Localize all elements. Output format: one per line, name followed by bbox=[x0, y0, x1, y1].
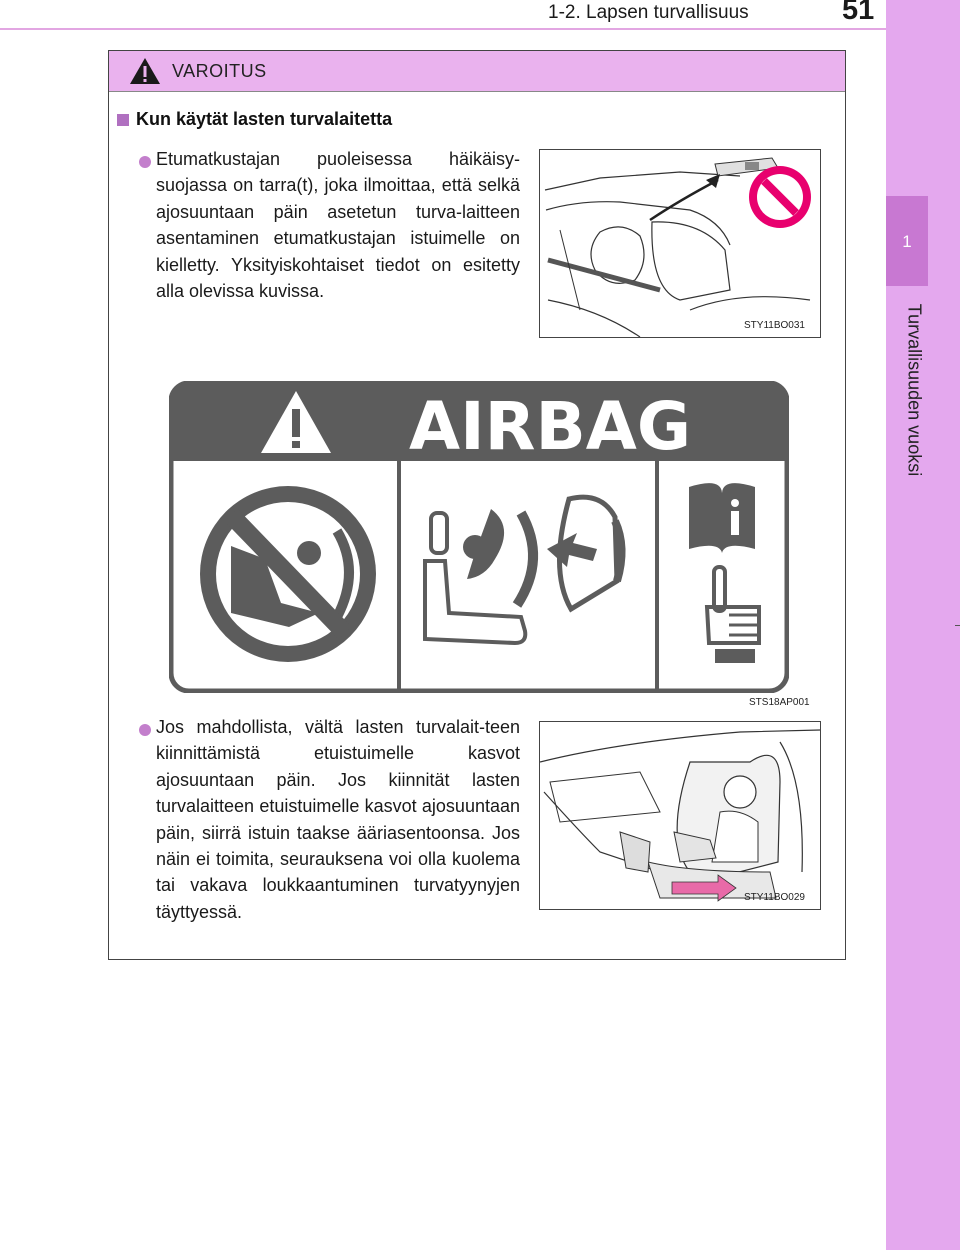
bullet-paragraph-2: Jos mahdollista, vältä lasten turvalait-teen kiinnittämistä etuistuimelle kasvot ajosuuntaan päin. Jos kiinnität lasten turvalaitteen etuistuimelle kasvot ajosuuntaan päin, siirrä istuin taakse ääriasentoonsa. Jos näin ei toimita, seurauksena voi olla kuolema tai vakava loukkaantuminen turvatyynyjen täyttyessä. bbox=[156, 717, 520, 922]
bullet-paragraph-1: Etumatkustajan puoleisessa häikäisy-suojassa on tarra(t), joka ilmoittaa, että selkä ajosuuntaan päin asetetun turva-laitteen asentaminen etumatkustajan istuimelle on kielletty. Yksityiskohtaiset tiedot on esitetty alla olevissa kuvissa. bbox=[156, 149, 520, 302]
child-seat-illustration bbox=[540, 722, 820, 909]
subheading-square-icon bbox=[117, 114, 129, 126]
airbag-label-figure bbox=[169, 381, 789, 693]
child-seat-figure bbox=[539, 721, 821, 910]
bullet-dot-icon bbox=[139, 156, 151, 168]
warning-header bbox=[109, 51, 845, 92]
page-number: 51 bbox=[842, 0, 875, 26]
header-rule bbox=[0, 28, 886, 30]
visor-figure bbox=[539, 149, 821, 338]
airbag-label-text: AIRBAG bbox=[408, 388, 692, 465]
chapter-title: Turvallisuuden vuoksi bbox=[904, 303, 925, 477]
side-tab bbox=[886, 0, 960, 1250]
bullet-dot-icon bbox=[139, 724, 151, 736]
figure-code: STY11BO029 bbox=[744, 892, 805, 903]
figure-code: STY11BO031 bbox=[744, 320, 805, 331]
warning-box bbox=[108, 50, 846, 960]
warning-triangle-icon bbox=[129, 57, 161, 85]
airbag-label-illustration bbox=[169, 381, 789, 693]
no-rear-facing-seat-icon bbox=[200, 486, 376, 662]
side-mark bbox=[955, 625, 960, 626]
read-manual-icon bbox=[689, 483, 755, 553]
section-title: 1-2. Lapsen turvallisuus bbox=[548, 2, 749, 23]
subheading: Kun käytät lasten turvalaitetta bbox=[136, 109, 393, 129]
prohibition-icon bbox=[749, 166, 811, 228]
chapter-number: 1 bbox=[902, 232, 912, 251]
visor-illustration bbox=[540, 150, 820, 337]
warning-label: VAROITUS bbox=[172, 61, 267, 81]
figure-code: STS18AP001 bbox=[749, 697, 810, 708]
